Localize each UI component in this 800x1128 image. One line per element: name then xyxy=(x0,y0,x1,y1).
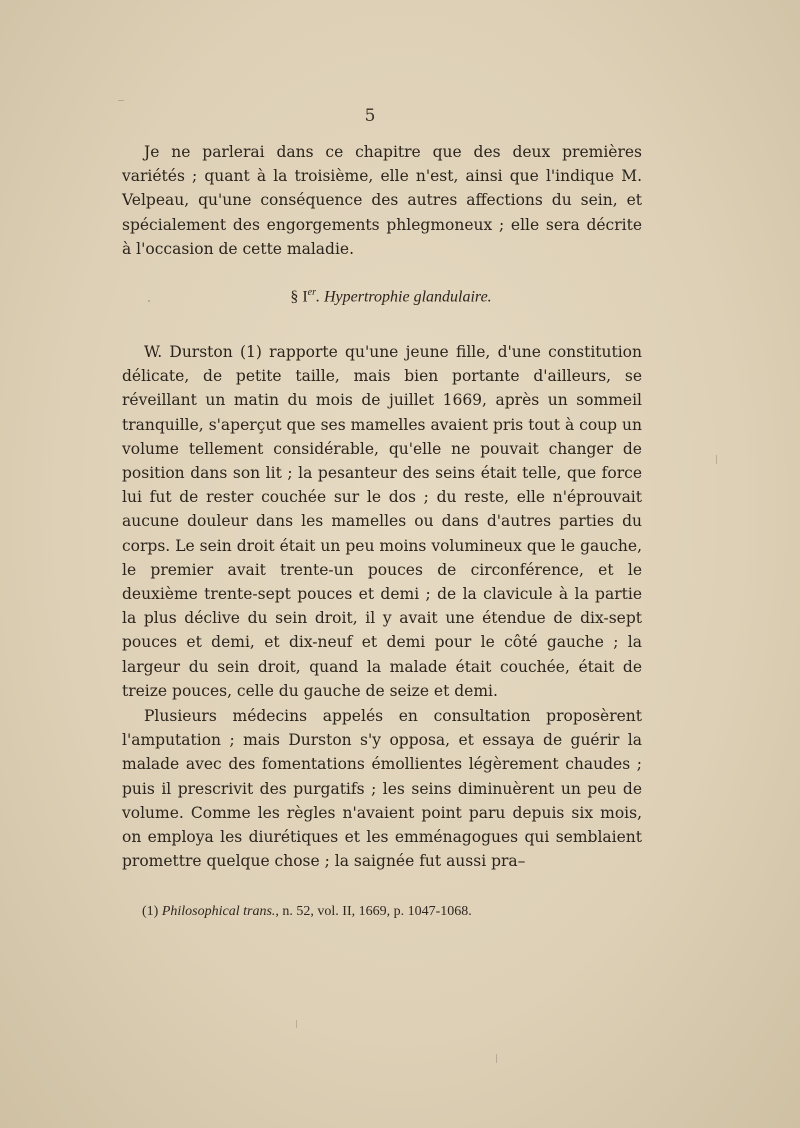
paragraph-treatment: Plusieurs médecins appelés en consultation proposèrent l'amputation ; mais Durston s'y opposa, et essaya de guérir la malade avec des fomentations émollientes légèrement chaudes ; puis il prescrivit des purgatifs ; les seins diminuèrent un peu de volume. Comme les règles n'avaient point paru depuis six mois, on employa les diurétiques et les emménagogues qui semblaient promettre quelque chose ; la saignée fut aussi pra– xyxy=(122,707,642,871)
section-title: . Hypertrophie glandulaire. xyxy=(315,288,492,306)
section-superscript: er xyxy=(307,287,316,298)
footnote-details: , n. 52, vol. II, 1669, p. 1047-1068. xyxy=(275,904,472,919)
paper-speck xyxy=(716,455,717,464)
paper-speck xyxy=(296,1020,297,1028)
paper-speck xyxy=(496,1054,497,1063)
section-heading xyxy=(0,287,782,306)
paper-speck xyxy=(148,300,150,302)
paragraph-durston-case: W. Durston (1) rapporte qu'une jeune fille, d'une constitution délicate, de petite taille, mais bien portante d'ailleurs, se réveillant un matin du mois de juillet 1669, après un sommeil tranquille, s'aperçut que ses mamelles avaient pris tout à coup un volume tellement considérable, qu'elle ne pouvait changer de position dans son lit ; la pesanteur des seins était telle, que force lui fut de rester couchée sur le dos ; du reste, elle n'éprouvait aucune douleur dans les mamelles ou dans d'autres parties du corps. Le sein droit était un peu moins volumineux que le gauche, le premier avait trente-un pouces de circonférence, et le deuxième trente-sept pouces et demi ; de la clavicule à la partie la plus déclive du sein droit, il y avait une étendue de dix-sept pouces et demi, et dix-neuf et demi pour le côté gauche ; la largeur du sein droit, quand la malade était couchée, était de treize pouces, celle du gauche de seize et demi. xyxy=(122,343,642,700)
section-symbol: § I xyxy=(290,288,308,306)
footnote xyxy=(142,904,642,920)
paper-speck xyxy=(118,100,124,101)
footnote-source: Philosophical trans. xyxy=(161,904,276,919)
paragraph-intro: Je ne parlerai dans ce chapitre que des deux premières variétés ; quant à la troisième, elle n'est, ainsi que l'indique M. Velpeau, qu'une conséquence des autres affections du sein, et spécialement des engorgements phlegmoneux ; elle sera décrite à l'occasion de cette maladie. xyxy=(122,143,642,258)
footnote-marker: (1) xyxy=(142,904,159,919)
page-number: 5 xyxy=(364,106,376,126)
